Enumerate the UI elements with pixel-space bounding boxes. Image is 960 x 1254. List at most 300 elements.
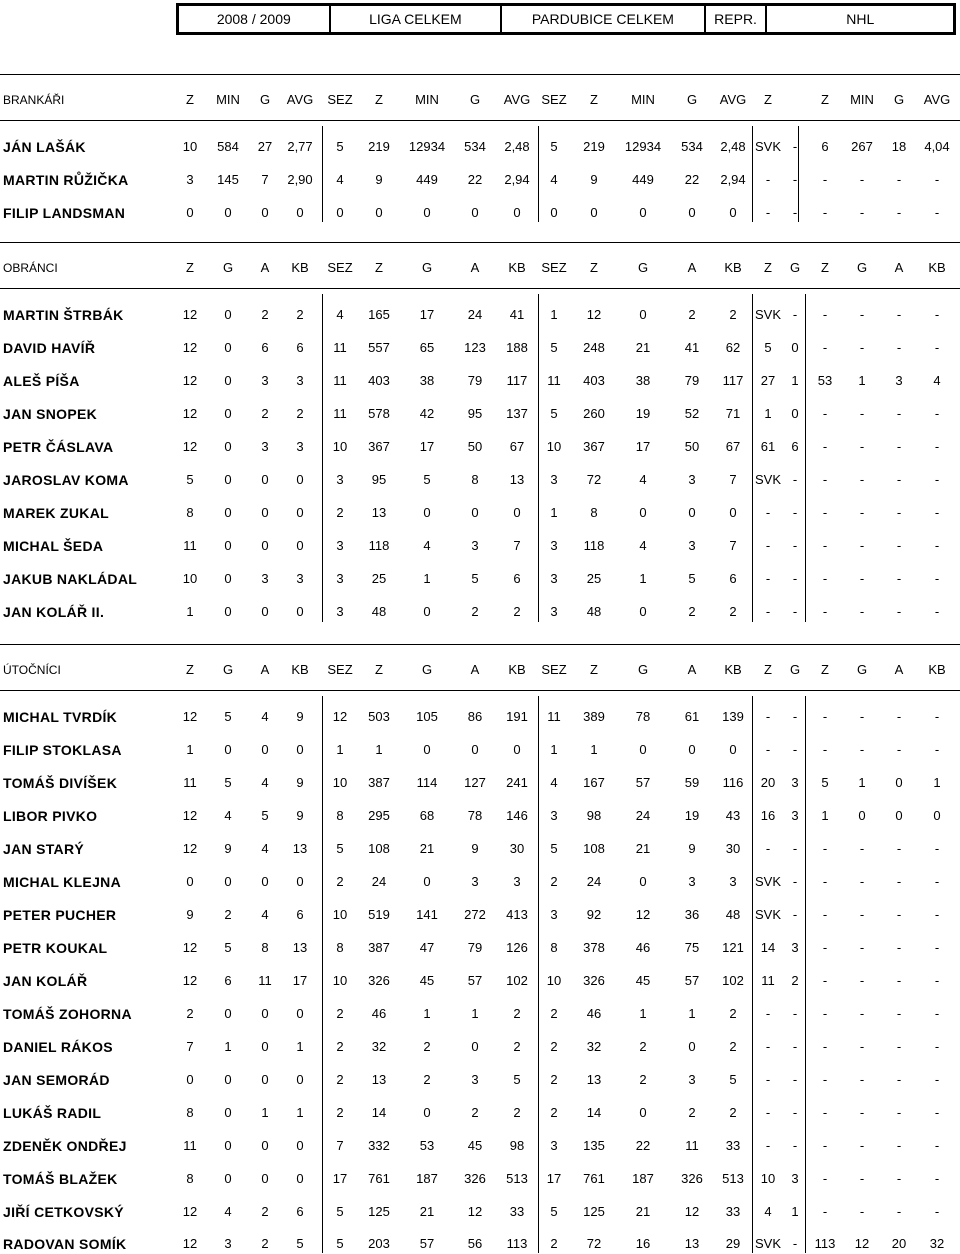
stat-cell: 4,04 (924, 139, 950, 154)
stat-cell: 9 (186, 907, 194, 922)
stat-cell: 0 (296, 874, 304, 889)
stat-cell: 11 (333, 406, 347, 421)
stat-cell: 0 (895, 808, 903, 823)
stat-cell: 187 (416, 1171, 438, 1186)
stat-cell: - (859, 1006, 865, 1021)
stat-cell: - (896, 604, 902, 619)
stat-cell: - (859, 406, 865, 421)
forwards-bottom-rule (0, 690, 960, 691)
stat-cell: 9 (471, 841, 479, 856)
stat-cell: 14 (371, 1105, 387, 1120)
stat-cell: 0 (471, 742, 479, 757)
stat-cell: 17 (546, 1171, 562, 1186)
stat-cell: 17 (332, 1171, 348, 1186)
stat-cell: 503 (368, 709, 390, 724)
column-header: Z (821, 260, 829, 275)
stat-cell: 2 (729, 1039, 737, 1054)
stat-cell: - (792, 205, 798, 220)
stat-cell: - (934, 205, 940, 220)
column-header: A (260, 260, 270, 275)
stat-cell: 45 (467, 1138, 483, 1153)
stat-cell: 16 (635, 1236, 651, 1251)
stat-cell: 1 (471, 1006, 479, 1021)
stat-cell: - (859, 1072, 865, 1087)
stat-cell: 38 (419, 373, 435, 388)
stat-cell: - (792, 604, 798, 619)
stat-cell: 21 (635, 340, 651, 355)
stat-cell: 12 (182, 1204, 198, 1219)
stat-cell: 53 (419, 1138, 435, 1153)
stat-cell: 2 (471, 604, 479, 619)
stat-cell: 534 (681, 139, 703, 154)
table-row (0, 1103, 960, 1123)
player-name: MARTIN ŠTRBÁK (3, 307, 124, 323)
stat-cell: 10 (182, 139, 198, 154)
stat-cell: 17 (419, 439, 435, 454)
stat-cell: - (896, 340, 902, 355)
stat-cell: 57 (419, 1236, 435, 1251)
player-name: JÁN LAŠÁK (3, 139, 86, 155)
stat-cell: 8 (336, 808, 344, 823)
stat-cell: - (934, 742, 940, 757)
stat-cell: 0 (688, 742, 696, 757)
column-header: SEZ (327, 260, 353, 275)
stat-cell: 0 (471, 1039, 479, 1054)
stat-cell: 5 (261, 808, 269, 823)
stat-cell: 0 (224, 1171, 232, 1186)
stat-cell: 52 (684, 406, 700, 421)
table-row (0, 404, 960, 424)
stat-cell: 78 (467, 808, 483, 823)
stat-cell: - (765, 1039, 771, 1054)
stat-cell: 33 (725, 1138, 741, 1153)
player-name: DANIEL RÁKOS (3, 1039, 113, 1055)
stat-cell: 4 (639, 472, 647, 487)
stat-cell: - (934, 709, 940, 724)
column-header: A (687, 260, 697, 275)
stat-cell: 48 (725, 907, 741, 922)
stat-cell: 29 (725, 1236, 741, 1251)
player-name: JAN SEMORÁD (3, 1072, 110, 1088)
stat-cell: 2 (639, 1039, 647, 1054)
stat-cell: 5 (224, 940, 232, 955)
column-header: G (789, 662, 801, 677)
tab-liga-celkem[interactable]: LIGA CELKEM (331, 6, 501, 32)
stat-cell: 389 (583, 709, 605, 724)
table-row (0, 1070, 960, 1090)
stat-cell: 0 (186, 1072, 194, 1087)
stat-cell: 12 (182, 973, 198, 988)
stat-cell: 102 (506, 973, 528, 988)
stat-cell: 5 (688, 571, 696, 586)
stat-cell: 12 (182, 340, 198, 355)
stat-cell: - (934, 340, 940, 355)
stat-cell: 5 (764, 340, 772, 355)
stat-cell: 127 (464, 775, 486, 790)
player-name: JIŘÍ CETKOVSKÝ (3, 1204, 124, 1220)
stat-cell: 0 (933, 808, 941, 823)
stat-cell: 4 (224, 1204, 232, 1219)
stat-cell: 1 (590, 742, 598, 757)
column-header: Z (764, 92, 772, 107)
stat-cell: 0 (224, 742, 232, 757)
column-header: G (789, 260, 801, 275)
stat-cell: 367 (368, 439, 390, 454)
stat-cell: 0 (224, 1006, 232, 1021)
stat-cell: - (896, 1204, 902, 1219)
table-row (0, 338, 960, 358)
stat-cell: - (792, 172, 798, 187)
stat-cell: - (822, 841, 828, 856)
stat-cell: 5 (471, 571, 479, 586)
stat-cell: 367 (583, 439, 605, 454)
tab-pardubice-celkem[interactable]: PARDUBICE CELKEM (502, 6, 703, 32)
stat-cell: 5 (550, 139, 558, 154)
stat-cell: - (859, 940, 865, 955)
stat-cell: - (792, 139, 798, 154)
stat-cell: 10 (332, 439, 348, 454)
player-name: LIBOR PIVKO (3, 808, 98, 824)
stat-cell: 1 (296, 1039, 304, 1054)
stat-cell: - (822, 439, 828, 454)
column-header: AVG (923, 92, 951, 107)
table-row (0, 137, 960, 157)
stat-cell: 5 (729, 1072, 737, 1087)
stat-cell: 0 (224, 205, 232, 220)
stat-cell: 387 (368, 940, 390, 955)
stat-cell: 11 (547, 709, 561, 724)
stat-cell: 146 (506, 808, 528, 823)
stat-cell: 0 (186, 874, 194, 889)
stat-cell: 79 (467, 940, 483, 955)
stat-cell: 1 (791, 1204, 799, 1219)
stat-cell: - (859, 907, 865, 922)
stat-cell: 0 (261, 205, 269, 220)
column-header: G (637, 260, 649, 275)
stat-cell: 12 (182, 373, 198, 388)
column-header: G (421, 260, 433, 275)
stat-cell: 3 (895, 373, 903, 388)
stat-cell: - (822, 505, 828, 520)
table-row (0, 437, 960, 457)
stat-cell: 0 (261, 742, 269, 757)
stat-cell: - (896, 1039, 902, 1054)
stat-cell: 0 (639, 205, 647, 220)
stat-cell: 45 (419, 973, 435, 988)
stat-cell: 2 (688, 1105, 696, 1120)
stat-cell: - (896, 742, 902, 757)
player-name: ALEŠ PÍŠA (3, 373, 80, 389)
stat-cell: - (859, 709, 865, 724)
stat-cell: - (934, 604, 940, 619)
stat-cell: - (822, 406, 828, 421)
stat-cell: 24 (586, 874, 602, 889)
stat-cell: 92 (586, 907, 602, 922)
tab-repr[interactable]: REPR. (706, 6, 766, 32)
stat-cell: 4 (336, 307, 344, 322)
column-header: A (687, 662, 697, 677)
stat-cell: SVK (754, 472, 782, 487)
stat-cell: - (822, 1204, 828, 1219)
stat-cell: - (896, 439, 902, 454)
stat-cell: 3 (471, 874, 479, 889)
column-header: Z (186, 260, 194, 275)
stat-cell: 1 (375, 742, 383, 757)
stat-cell: 20 (891, 1236, 907, 1251)
column-header: Z (186, 662, 194, 677)
stat-cell: 0 (423, 604, 431, 619)
stat-cell: 0 (261, 1171, 269, 1186)
stat-cell: 123 (464, 340, 486, 355)
column-header: KB (508, 260, 526, 275)
stat-cell: 0 (296, 538, 304, 553)
stat-cell: - (765, 538, 771, 553)
stat-cell: 32 (929, 1236, 945, 1251)
stat-cell: - (765, 1072, 771, 1087)
stat-cell: 3 (261, 571, 269, 586)
column-header: G (856, 260, 868, 275)
stat-cell: 4 (764, 1204, 772, 1219)
stat-cell: - (765, 172, 771, 187)
stat-cell: 0 (296, 205, 304, 220)
stat-cell: 1 (186, 604, 194, 619)
stat-cell: 1 (933, 775, 941, 790)
stat-cell: 0 (224, 571, 232, 586)
stat-cell: - (792, 571, 798, 586)
stat-cell: 102 (722, 973, 744, 988)
stat-cell: 2 (261, 1204, 269, 1219)
stat-cell: 108 (368, 841, 390, 856)
stat-cell: 21 (635, 841, 651, 856)
stat-cell: 403 (368, 373, 390, 388)
column-header: AVG (719, 92, 747, 107)
stat-cell: 9 (296, 808, 304, 823)
stat-cell: 46 (635, 940, 651, 955)
stat-cell: - (896, 1105, 902, 1120)
stat-cell: 0 (224, 1072, 232, 1087)
stat-cell: 36 (684, 907, 700, 922)
stat-cell: 21 (419, 1204, 435, 1219)
player-name: JAKUB NAKLÁDAL (3, 571, 138, 587)
stat-cell: 188 (506, 340, 528, 355)
column-header: KB (928, 662, 946, 677)
stat-cell: 2 (423, 1039, 431, 1054)
stat-cell: 3 (791, 808, 799, 823)
player-name: JAN SNOPEK (3, 406, 98, 422)
stat-cell: - (792, 1039, 798, 1054)
player-name: PETER PUCHER (3, 907, 117, 923)
stat-cell: - (934, 841, 940, 856)
stat-cell: 326 (583, 973, 605, 988)
stat-cell: 10 (332, 775, 348, 790)
stat-cell: 98 (509, 1138, 525, 1153)
stat-cell: 86 (467, 709, 483, 724)
stat-cell: 1 (791, 373, 799, 388)
stat-cell: 1 (639, 1006, 647, 1021)
stat-cell: 0 (261, 472, 269, 487)
stat-cell: 47 (419, 940, 435, 955)
column-header: Z (590, 662, 598, 677)
stat-cell: 4 (261, 709, 269, 724)
stat-cell: 10 (332, 973, 348, 988)
stat-cell: 0 (296, 1138, 304, 1153)
stat-cell: 1 (336, 742, 344, 757)
stat-cell: - (822, 1138, 828, 1153)
stat-cell: 56 (467, 1236, 483, 1251)
stat-cell: 9 (688, 841, 696, 856)
stat-cell: 2 (688, 307, 696, 322)
stat-cell: 3 (186, 172, 194, 187)
stat-cell: 10 (546, 973, 562, 988)
stat-cell: 1 (639, 571, 647, 586)
stat-cell: 139 (722, 709, 744, 724)
column-header: Z (186, 92, 194, 107)
stat-cell: - (859, 1105, 865, 1120)
stat-cell: - (934, 907, 940, 922)
stat-cell: - (896, 973, 902, 988)
stat-cell: 145 (217, 172, 239, 187)
stat-cell: - (822, 538, 828, 553)
column-header: KB (291, 662, 309, 677)
stat-cell: - (934, 307, 940, 322)
stat-cell: 8 (590, 505, 598, 520)
stat-cell: - (859, 1039, 865, 1054)
stat-cell: 21 (419, 841, 435, 856)
stat-cell: - (792, 1105, 798, 1120)
stat-cell: 61 (760, 439, 776, 454)
stat-cell: 6 (821, 139, 829, 154)
stat-cell: 20 (760, 775, 776, 790)
stat-cell: 67 (509, 439, 525, 454)
stat-cell: 0 (296, 742, 304, 757)
stat-cell: 117 (722, 373, 744, 388)
stat-cell: 5 (336, 841, 344, 856)
stat-cell: 5 (550, 841, 558, 856)
stat-cell: 0 (639, 307, 647, 322)
stat-cell: 7 (186, 1039, 194, 1054)
stat-cell: 2,48 (720, 139, 746, 154)
stat-cell: 4 (639, 538, 647, 553)
column-header: A (470, 662, 480, 677)
stat-cell: 7 (729, 538, 737, 553)
stat-cell: 0 (688, 505, 696, 520)
stat-cell: 0 (224, 472, 232, 487)
column-header: KB (291, 260, 309, 275)
stat-cell: - (896, 940, 902, 955)
tab-season[interactable]: 2008 / 2009 (179, 6, 329, 32)
stat-cell: 11 (333, 373, 347, 388)
stat-cell: 108 (583, 841, 605, 856)
stat-cell: 187 (632, 1171, 654, 1186)
stat-cell: 3 (550, 472, 558, 487)
stat-cell: 41 (684, 340, 700, 355)
stat-cell: 3 (224, 1236, 232, 1251)
stat-cell: 0 (261, 1006, 269, 1021)
stat-cell: 14 (586, 1105, 602, 1120)
stat-cell: 2 (550, 1072, 558, 1087)
stat-cell: 0 (858, 808, 866, 823)
stat-cell: 5 (550, 340, 558, 355)
stat-cell: 78 (635, 709, 651, 724)
player-name: JAN STARÝ (3, 841, 85, 857)
stat-cell: 1 (224, 1039, 232, 1054)
stat-cell: 5 (423, 472, 431, 487)
stat-cell: - (822, 709, 828, 724)
stat-cell: 2 (513, 1039, 521, 1054)
stat-cell: 95 (467, 406, 483, 421)
stat-cell: 1 (261, 1105, 269, 1120)
stat-cell: - (934, 1039, 940, 1054)
table-row (0, 470, 960, 490)
stat-cell: 5 (186, 472, 194, 487)
stat-cell: 1 (764, 406, 772, 421)
stat-cell: 59 (684, 775, 700, 790)
column-header: KB (508, 662, 526, 677)
stat-cell: 125 (368, 1204, 390, 1219)
stat-cell: 43 (725, 808, 741, 823)
column-header: G (893, 92, 905, 107)
season-tab-bar (176, 3, 956, 35)
column-header: MIN (850, 92, 874, 107)
stat-cell: - (765, 604, 771, 619)
tab-nhl[interactable]: NHL (767, 6, 953, 32)
stat-cell: 0 (423, 1105, 431, 1120)
stat-cell: 8 (261, 940, 269, 955)
stat-cell: 0 (296, 505, 304, 520)
stat-cell: 12 (684, 1204, 700, 1219)
column-header: KB (724, 662, 742, 677)
stat-cell: - (822, 907, 828, 922)
column-header: Z (375, 260, 383, 275)
stat-cell: - (859, 505, 865, 520)
stat-cell: 3 (729, 874, 737, 889)
stat-cell: 326 (464, 1171, 486, 1186)
stat-cell: 3 (261, 373, 269, 388)
stat-cell: - (792, 907, 798, 922)
table-row (0, 905, 960, 925)
stat-cell: 2 (729, 1006, 737, 1021)
stat-cell: 0 (791, 406, 799, 421)
stat-cell: 8 (186, 505, 194, 520)
stat-cell: 0 (791, 340, 799, 355)
stat-cell: 0 (895, 775, 903, 790)
stat-cell: 27 (760, 373, 776, 388)
stat-cell: - (822, 1039, 828, 1054)
stat-cell: - (765, 841, 771, 856)
stat-cell: 0 (423, 505, 431, 520)
stat-cell: 6 (729, 571, 737, 586)
stat-cell: 10 (760, 1171, 776, 1186)
table-row (0, 305, 960, 325)
stat-cell: 46 (586, 1006, 602, 1021)
stat-cell: SVK (754, 874, 782, 889)
stat-cell: 5 (336, 139, 344, 154)
stat-cell: - (765, 505, 771, 520)
table-row (0, 569, 960, 589)
stat-cell: - (934, 1171, 940, 1186)
stat-cell: 7 (261, 172, 269, 187)
stat-cell: 25 (586, 571, 602, 586)
stat-cell: 10 (182, 571, 198, 586)
stat-cell: - (765, 742, 771, 757)
column-header: G (421, 662, 433, 677)
stat-cell: - (792, 1072, 798, 1087)
stat-cell: 4 (261, 841, 269, 856)
stat-cell: 0 (423, 742, 431, 757)
stat-cell: 3 (688, 538, 696, 553)
stat-cell: 3 (296, 373, 304, 388)
stat-cell: 121 (722, 940, 744, 955)
